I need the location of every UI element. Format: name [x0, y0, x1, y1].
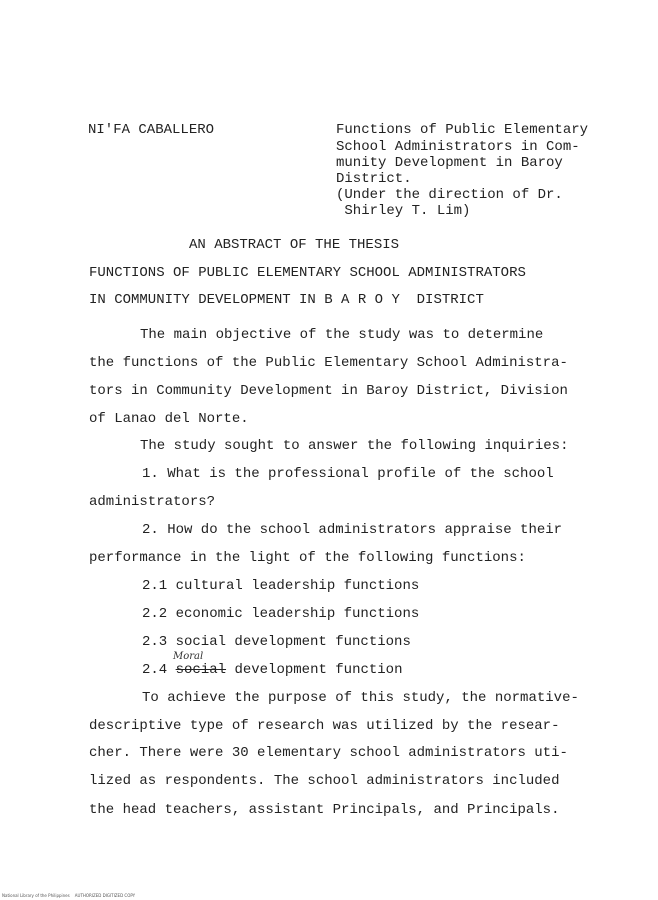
body-line: the head teachers, assistant Principals, and Principals.	[89, 802, 560, 818]
question-line: performance in the light of the following functions:	[89, 550, 526, 566]
question-line: 1. What is the professional profile of the school	[142, 466, 554, 482]
descriptor-line: District.	[336, 171, 412, 187]
archive-footer: National Library of the Philippines AUTHORIZED DIGITIZED COPY	[2, 893, 136, 898]
body-line: The study sought to answer the following inquiries:	[140, 438, 569, 454]
question-line: administrators?	[89, 494, 216, 510]
thesis-title-line: IN COMMUNITY DEVELOPMENT IN B A R O Y DISTRICT	[89, 292, 484, 308]
thesis-title-line: FUNCTIONS OF PUBLIC ELEMENTARY SCHOOL ADMINISTRATORS	[89, 265, 526, 281]
body-line: the functions of the Public Elementary School Administra-	[89, 355, 568, 371]
body-line: To achieve the purpose of this study, the normative-	[142, 690, 579, 706]
item-number: 2.4	[142, 662, 168, 678]
struck-word: social	[175, 662, 227, 678]
body-line: lized as respondents. The school administrators included	[89, 773, 560, 789]
descriptor-line: Functions of Public Elementary	[336, 122, 589, 138]
function-item: 2.2 economic leadership functions	[142, 606, 420, 622]
body-line: descriptive type of research was utilized by the resear-	[89, 718, 560, 734]
descriptor-line: Shirley T. Lim)	[336, 203, 471, 219]
body-line: tors in Community Development in Baroy District, Division	[89, 383, 568, 399]
question-line: 2. How do the school administrators appraise their	[142, 522, 563, 538]
handwritten-correction: Moral	[173, 651, 204, 662]
body-line: cher. There were 30 elementary school administrators uti-	[89, 745, 568, 761]
function-item: 2.1 cultural leadership functions	[142, 578, 420, 594]
abstract-heading: AN ABSTRACT OF THE THESIS	[189, 237, 400, 253]
body-line: The main objective of the study was to determine	[140, 327, 544, 343]
function-item: 2.3 social development functions	[142, 634, 411, 650]
descriptor-line: munity Development in Baroy	[336, 155, 563, 171]
descriptor-line: (Under the direction of Dr.	[336, 187, 563, 203]
author-name: NI'FA CABALLERO	[88, 122, 215, 138]
item-rest: development function	[234, 662, 403, 678]
descriptor-line: School Administrators in Com-	[336, 139, 580, 155]
function-item	[142, 662, 402, 679]
body-line: of Lanao del Norte.	[89, 411, 249, 427]
